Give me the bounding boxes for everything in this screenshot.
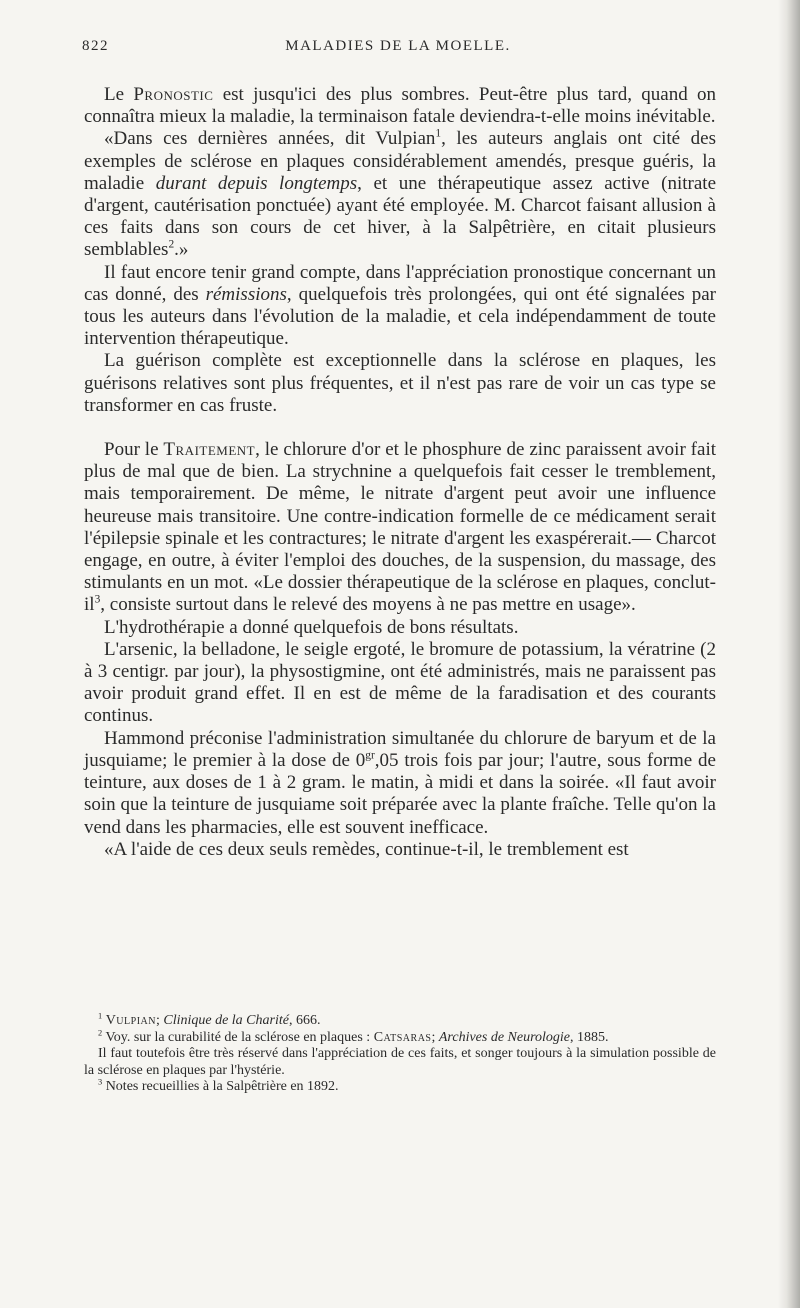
- footnote-ref-2: 2: [168, 239, 175, 252]
- text-run: .»: [174, 239, 189, 261]
- section-term-pronostic: Pronostic: [133, 84, 214, 105]
- text-run: ;: [431, 1029, 439, 1045]
- footnote-number: 2: [98, 1027, 103, 1037]
- footnote-2-continuation: Il faut toutefois être très réservé dans l'appréciation de ces faits, et songer toujours à la simulation possible de la sclérose en plaques par l'hystérie.: [84, 1046, 716, 1078]
- text-run: Hammond préconise l'administration simultanée du chlorure de baryum et de la jusquiame; le premier à la dose de 0: [84, 727, 716, 771]
- paragraph-hydrotherapie: L'hydrothérapie a donné quelquefois de bons résultats.: [104, 616, 519, 638]
- text-run: «Dans ces dernières années, dit Vulpian: [104, 128, 436, 150]
- footnote-author: Catsaras: [373, 1029, 432, 1045]
- page-edge-shadow: [778, 0, 800, 1308]
- footnote-author: Vulpian: [105, 1013, 156, 1028]
- paragraph-vulpian-quote: [84, 128, 716, 261]
- text-run: Le: [104, 84, 134, 105]
- footnote-title: Archives de Neurologie: [438, 1029, 571, 1045]
- text-run: , 1885.: [570, 1029, 609, 1045]
- text-run: Il faut encore tenir grand compte, dans l'appréciation pronostique concernant un cas donné, des: [84, 261, 716, 305]
- text-run: Voy. sur la curabilité de la sclérose en plaques :: [105, 1029, 374, 1045]
- footnote-ref-3: 3: [94, 594, 101, 607]
- paragraph-remissions: [84, 262, 716, 351]
- footnote-number: 1: [98, 1011, 103, 1021]
- body-text: [84, 84, 716, 861]
- paragraph-hammond: [84, 728, 716, 839]
- unit-superscript: gr: [365, 749, 375, 762]
- text-run: , consiste surtout dans le relevé des moyens à ne pas mettre en usage».: [100, 594, 636, 616]
- text-run: Notes recueillies à la Salpêtrière en 1892.: [105, 1079, 339, 1094]
- emphasis: durant depuis longtemps: [155, 172, 358, 194]
- emphasis: rémissions: [205, 283, 287, 305]
- page-number: 822: [82, 38, 109, 54]
- section-term-traitement: Traitement: [163, 439, 256, 461]
- paragraph-continuation: «A l'aide de ces deux seuls remèdes, continue-t-il, le tremblement est: [104, 838, 629, 860]
- footnote-2: [84, 1027, 716, 1047]
- footnote-number: 3: [98, 1077, 103, 1087]
- footnote-title: Clinique de la Charité: [163, 1013, 289, 1028]
- paragraph-traitement: [84, 439, 716, 617]
- text-run: est jusqu'ici des plus sombres. Peut-être plus tard, quand on connaîtra mieux la maladie, la terminaison fatale deviendra-t-elle moins inévitable.: [84, 84, 716, 128]
- paragraph-arsenic: L'arsenic, la belladone, le seigle ergoté, le bromure de potassium, la vératrine (2 à 3 centigr. par jour), la physostigmine, ont été administrés, mais ne paraissent pas avoir produit grand effet. Il en est de même de la faradisation et des courants continus.: [84, 638, 716, 727]
- paragraph-pronostic: [84, 84, 716, 128]
- text-run: , les auteurs anglais ont cité des exemples de sclérose en plaques considérablement amendés, presque guéris, la maladie: [84, 128, 716, 194]
- footnote-ref-1: 1: [435, 128, 442, 141]
- paragraph-guerison: La guérison complète est exceptionnelle dans la sclérose en plaques, les guérisons relatives sont plus fréquentes, et il n'est pas rare de voir un cas type se transformer en cas fruste.: [84, 350, 716, 416]
- text-run: ;: [155, 1013, 164, 1028]
- text-run: Pour le: [104, 439, 164, 461]
- text-run: , 666.: [288, 1013, 321, 1028]
- text-run: , le chlorure d'or et le phosphure de zinc paraissent avoir fait plus de mal que de bien. La strychnine a quelquefois fait cesser le tremblement, mais temporairement. De même, le nitrate d'argent peut avoir une influence heureuse mais transitoire. Une contre-indication formelle de ce médicament serait l'épilepsie spinale et les contractures; le nitrate d'argent les exaspérerait.— Charcot engage, en outre, à éviter l'emploi des douches, de la suspension, du massage, des stimulants en un mot. «Le dossier thérapeutique de la sclérose en plaques, conclut-il: [84, 439, 716, 616]
- running-title: MALADIES DE LA MOELLE.: [285, 38, 511, 54]
- text-run: , et une thérapeutique assez active (nitrate d'argent, cautérisation ponctuée) ayant été employée. M. Charcot faisant allusion à ces faits dans son cours de cet hiver, à la Salpêtrière, en citait plusieurs semblables: [84, 172, 716, 261]
- footnote-1: [84, 1013, 716, 1030]
- footnote-3: [84, 1079, 716, 1096]
- footnotes: [84, 1013, 716, 1096]
- text-run: ,05 trois fois par jour; l'autre, sous forme de teinture, aux doses de 1 à 2 gram. le matin, à midi et dans la soirée. «Il faut avoir soin que la teinture de jusquiame soit préparée avec la plante fraîche. Telle qu'on la vend dans les pharmacies, elle est souvent inefficace.: [84, 749, 716, 838]
- text-run: , quelquefois très prolongées, qui ont été signalées par tous les auteurs dans l'évolution de la maladie, et cela indépendamment de toute intervention thérapeutique.: [84, 283, 716, 350]
- page-header: [82, 38, 714, 64]
